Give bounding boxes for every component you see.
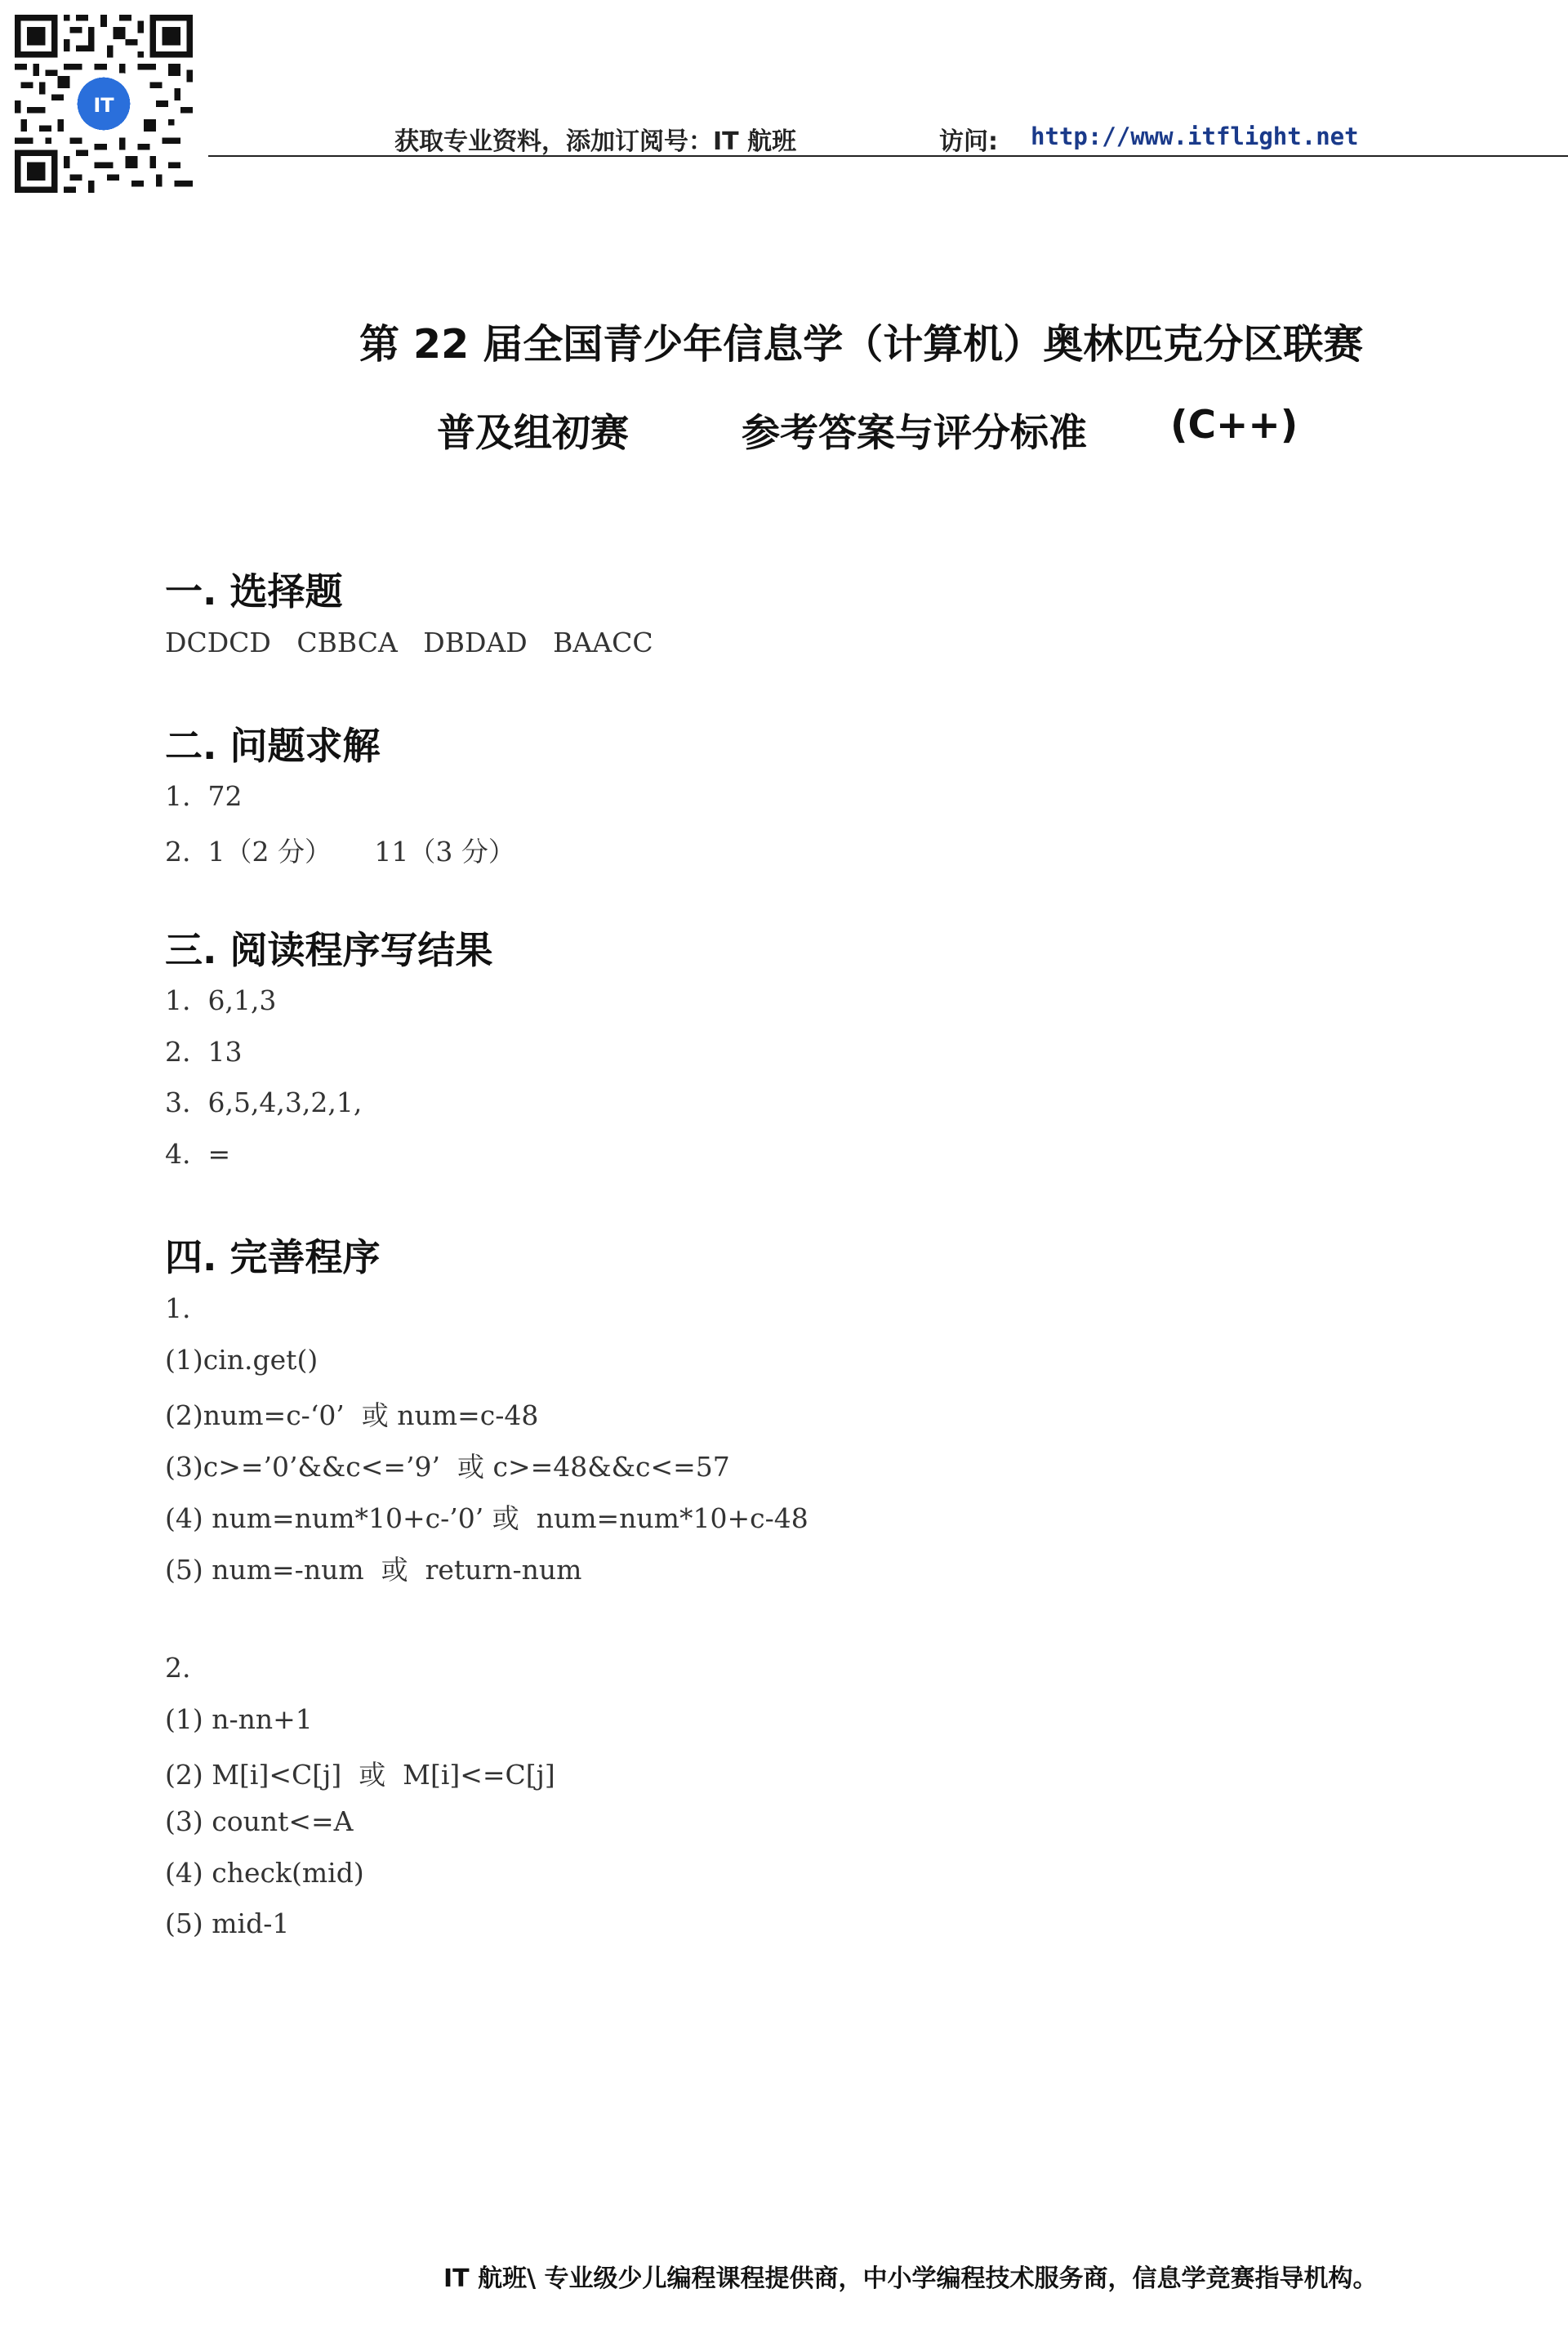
section-heading-choice: 一. 选择题 (165, 569, 343, 613)
choice-answers: DCDCD CBBCA DBDAD BAACC (165, 627, 653, 658)
problem-answer-2: 2. 1（2 分） 11（3 分） (165, 836, 515, 868)
section-heading-problem: 二. 问题求解 (165, 724, 381, 768)
complete-part1-item-4: (4) num=num*10+c-’0’ 或 num=num*10+c-48 (165, 1502, 808, 1534)
header-divider (208, 155, 1568, 157)
complete-part2-item-4: (4) check(mid) (165, 1857, 364, 1889)
complete-part2-item-1: (1) n-nn+1 (165, 1703, 313, 1735)
complete-part2-item-5: (5) mid-1 (165, 1907, 290, 1939)
document-title: 第 22 届全国青少年信息学（计算机）奥林匹克分区联赛 (359, 321, 1364, 368)
reading-answer-2: 2. 13 (165, 1036, 243, 1068)
svg-text:IT: IT (93, 94, 114, 117)
reading-answer-1: 1. 6,1,3 (165, 984, 277, 1016)
complete-part1-item-2: (2)num=c-‘0’ 或 num=c-48 (165, 1399, 539, 1431)
complete-part2-item-3: (3) count<=A (165, 1805, 354, 1837)
footer-text: IT 航班\ 专业级少儿编程课程提供商，中小学编程技术服务商，信息学竞赛指导机构。 (443, 2264, 1378, 2293)
reading-answer-4: 4. = (165, 1138, 231, 1170)
complete-part1-item-5: (5) num=-num 或 return-num (165, 1554, 582, 1586)
subtitle-group: 普及组初赛 (437, 411, 629, 456)
visit-label: 访问: (939, 127, 998, 156)
qr-logo-icon (81, 81, 127, 127)
section-heading-reading: 三. 阅读程序写结果 (165, 928, 493, 972)
complete-part2-item-2: (2) M[i]<C[j] 或 M[i]<=C[j] (165, 1759, 555, 1791)
problem-answer-1: 1. 72 (165, 780, 243, 812)
section-heading-complete: 四. 完善程序 (165, 1235, 381, 1279)
complete-part1-item-3: (3)c>=’0’&&c<=’9’ 或 c>=48&&c<=57 (165, 1451, 730, 1483)
reading-answer-3: 3. 6,5,4,3,2,1, (165, 1086, 363, 1118)
subtitle-answers: 参考答案与评分标准 (742, 411, 1087, 456)
subscribe-text: 获取专业资料，添加订阅号：IT 航班 (394, 127, 797, 156)
subtitle-lang: (C++) (1170, 403, 1298, 448)
complete-part1-item-1: (1)cin.get() (165, 1344, 318, 1376)
complete-part1-label: 1. (165, 1292, 191, 1324)
complete-part2-label: 2. (165, 1652, 191, 1684)
website-link[interactable]: http://www.itflight.net (1031, 123, 1359, 150)
